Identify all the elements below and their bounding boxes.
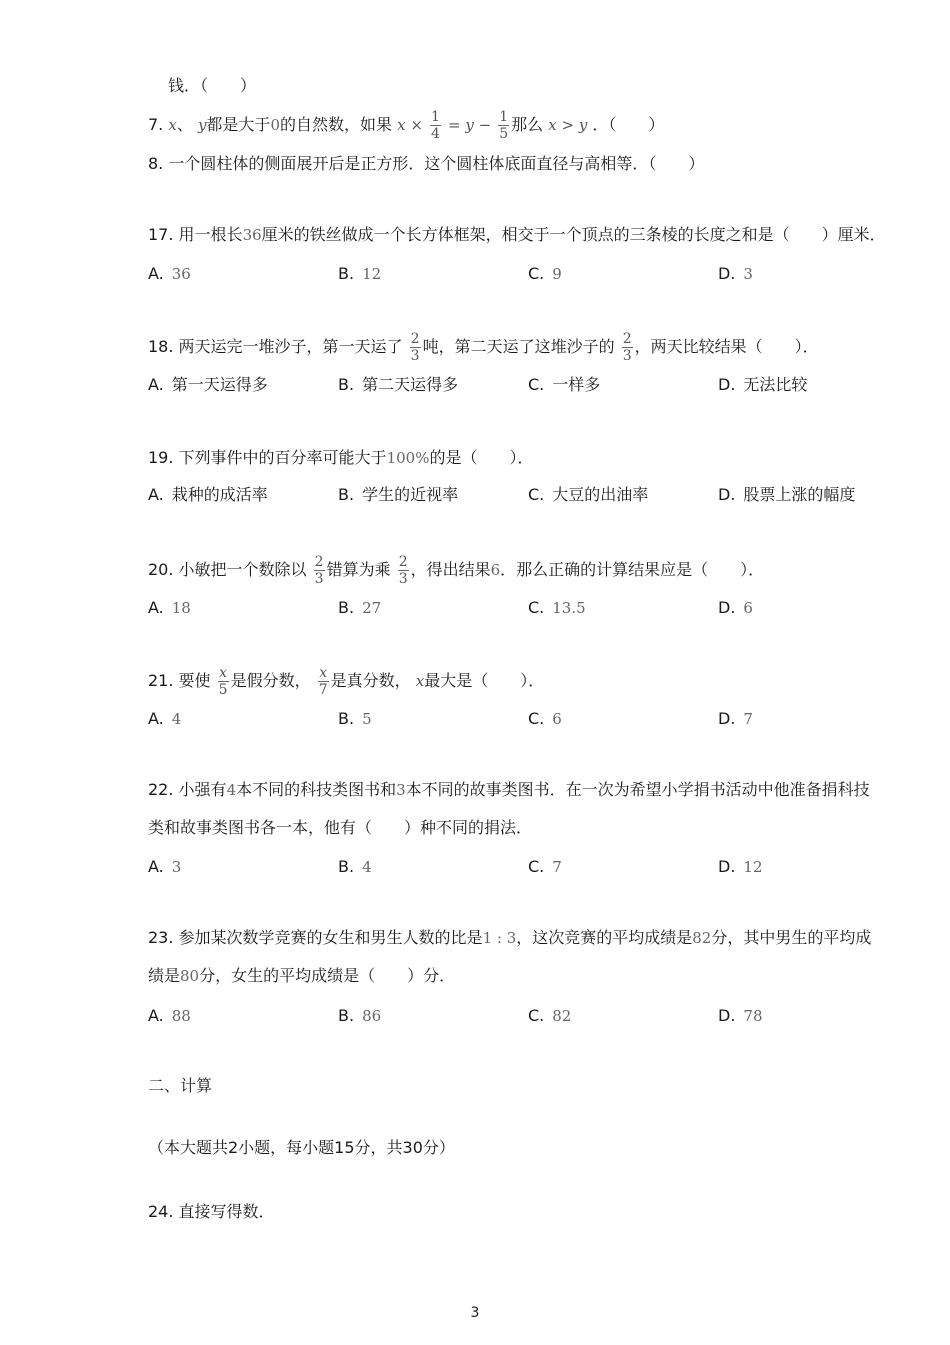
text: 错算为乘 <box>326 560 391 579</box>
question-number: 21. <box>148 671 174 690</box>
text: 是真分数， <box>330 671 411 690</box>
option-b[interactable]: B. 27 <box>338 598 382 617</box>
question-23-line2 <box>148 964 455 988</box>
math-number: 100% <box>386 449 430 467</box>
text: ，两天比较结果（ ）． <box>634 337 819 356</box>
text: 最大是（ ）． <box>424 671 545 690</box>
text: 厘米的铁丝做成一个长方体框架，相交于一个顶点的三条棱的长度之和是（ ）厘米． <box>261 225 886 244</box>
option-b[interactable]: B. 4 <box>338 857 372 876</box>
option-d[interactable]: D. 无法比较 <box>718 375 808 394</box>
option-c[interactable]: C. 一样多 <box>528 375 601 394</box>
question-number: 7. <box>148 115 164 134</box>
text: 的是（ ）． <box>429 448 534 467</box>
option-c[interactable]: C. 9 <box>528 264 562 283</box>
math-number: 3 <box>396 781 406 799</box>
text: 小敏把一个数除以 <box>178 560 307 579</box>
text: ．（ ） <box>592 115 665 134</box>
math-expr: x > y <box>548 116 588 134</box>
question-19 <box>148 446 533 470</box>
question-number: 18. <box>148 337 174 356</box>
option-c[interactable]: C. 6 <box>528 709 562 728</box>
option-d[interactable]: D. 7 <box>718 709 753 728</box>
text: 分，其中男生的平均成 <box>711 928 872 947</box>
text: 分，女生的平均成绩是（ ）分． <box>199 966 456 985</box>
question-number: 22. <box>148 780 174 799</box>
text: ，这次竞赛的平均成绩是 <box>516 928 693 947</box>
question-17 <box>148 223 886 247</box>
text: 绩是 <box>148 966 181 985</box>
question-22-line2: 类和故事类图书各一本，他有（ ）种不同的捐法． <box>148 818 533 837</box>
question-number: 20. <box>148 560 174 579</box>
math-number: 82 <box>692 929 712 947</box>
option-a[interactable]: A. 第一天运得多 <box>148 375 268 394</box>
option-a[interactable]: A. 4 <box>148 709 182 728</box>
text: 本不同的故事类图书．在一次为希望小学捐书活动中他准备捐科技 <box>405 780 870 799</box>
fraction: $\frac{2}{3}$ <box>314 554 324 587</box>
text: 吨，第二天运了这堆沙子的 <box>422 337 615 356</box>
text: 是假分数， <box>230 671 311 690</box>
separator: 、 <box>176 115 193 134</box>
option-b[interactable]: B. 12 <box>338 264 382 283</box>
question-8: 8. 一个圆柱体的侧面展开后是正方形．这个圆柱体底面直径与高相等．（ ） <box>148 154 705 173</box>
option-d[interactable]: D. 12 <box>718 857 763 876</box>
option-a[interactable]: A. 栽种的成活率 <box>148 485 268 504</box>
fraction: $\frac{1}{5}$ <box>499 109 509 142</box>
question-number: 23. <box>148 928 174 947</box>
math-ratio: 1 : 3 <box>482 929 517 947</box>
math-number: 6 <box>490 561 501 579</box>
option-b[interactable]: B. 5 <box>338 709 372 728</box>
question-number: 17. <box>148 225 174 244</box>
text: 参加某次数学竞赛的女生和男生人数的比是 <box>178 928 483 947</box>
text: ．那么正确的计算结果应是（ ）． <box>500 560 765 579</box>
math-x: x <box>168 116 177 134</box>
text: 那么 <box>511 115 544 134</box>
math-expr: = y − <box>448 116 492 134</box>
question-7 <box>148 110 664 141</box>
text: 要使 <box>178 671 211 690</box>
text: 本不同的科技类图书和 <box>236 780 397 799</box>
option-c[interactable]: C. 7 <box>528 857 562 876</box>
question-23 <box>148 926 871 950</box>
text: 下列事件中的百分率可能大于 <box>178 448 387 467</box>
section-title: 二、计算 <box>148 1076 213 1095</box>
option-a[interactable]: A. 3 <box>148 857 182 876</box>
math-number: 4 <box>226 781 237 799</box>
option-c[interactable]: C. 13.5 <box>528 598 586 617</box>
question-20 <box>148 555 764 586</box>
math-expr: x × <box>397 116 423 134</box>
fraction: $\frac{1}{4}$ <box>430 109 440 142</box>
continued-text: 钱．（ ） <box>168 76 257 95</box>
option-c[interactable]: C. 82 <box>528 1006 572 1025</box>
text: 两天运完一堆沙子，第一天运了 <box>178 337 403 356</box>
math-number: 0 <box>270 116 280 134</box>
text: 小强有 <box>178 780 227 799</box>
option-b[interactable]: B. 86 <box>338 1006 382 1025</box>
question-22 <box>148 778 870 802</box>
section-note: （本大题共2小题，每小题15分，共30分） <box>148 1138 455 1157</box>
option-d[interactable]: D. 78 <box>718 1006 763 1025</box>
option-a[interactable]: A. 36 <box>148 264 191 283</box>
option-c[interactable]: C. 大豆的出油率 <box>528 485 649 504</box>
fraction: $\frac{x}{7}$ <box>318 665 328 698</box>
text: ，得出结果 <box>410 560 491 579</box>
question-18 <box>148 332 819 363</box>
math-number: 80 <box>180 967 200 985</box>
option-b[interactable]: B. 第二天运得多 <box>338 375 459 394</box>
option-a[interactable]: A. 88 <box>148 1006 191 1025</box>
fraction: $\frac{2}{3}$ <box>622 331 632 364</box>
option-d[interactable]: D. 3 <box>718 264 753 283</box>
text: 用一根长 <box>178 225 243 244</box>
math-x: x <box>415 672 425 690</box>
page-number: 3 <box>470 1305 480 1321</box>
fraction: $\frac{x}{5}$ <box>218 665 228 698</box>
text: 的自然数，如果 <box>279 115 392 134</box>
fraction: $\frac{2}{3}$ <box>410 331 420 364</box>
text: 都是大于 <box>206 115 271 134</box>
option-d[interactable]: D. 股票上涨的幅度 <box>718 485 856 504</box>
question-number: 19. <box>148 448 174 467</box>
question-24: 24. 直接写得数． <box>148 1202 275 1221</box>
math-y: y <box>197 116 207 134</box>
option-d[interactable]: D. 6 <box>718 598 753 617</box>
math-number: 36 <box>242 226 262 244</box>
question-21 <box>148 666 544 697</box>
option-a[interactable]: A. 18 <box>148 598 191 617</box>
fraction: $\frac{2}{3}$ <box>398 554 408 587</box>
option-b[interactable]: B. 学生的近视率 <box>338 485 459 504</box>
